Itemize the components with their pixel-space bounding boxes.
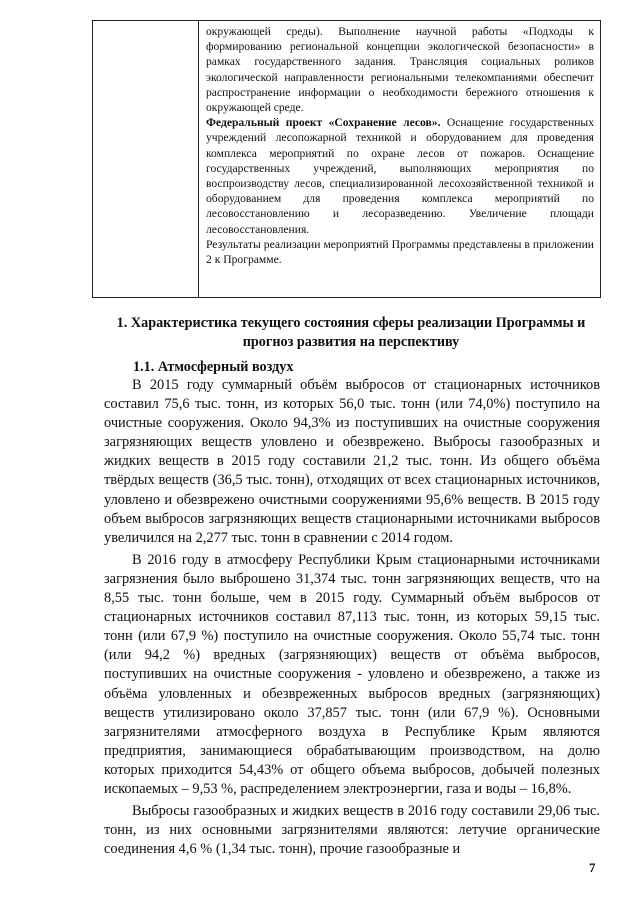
body-paragraph: В 2015 году суммарный объём выбросов от стационарных источников составил 75,6 тыс. тонн, из которых 56,0 тыс. тонн (или 74,0%) поступило на очистные сооружения. Около 94,3% из поступивших на очистные сооружения загрязняющих веществ уловлено и обезврежено. Выбросы газообразных и жидких веществ в 2015 году составили 21,2 тыс. тонн. Из общего объёма твёрдых веществ (36,5 тыс. тонн), отходящих от всех стационарных источников, уловлено и обезврежено очистными сооружениями 95,6% веществ. В 2015 году объем выбросов загрязняющих веществ стационарными источниками выбросов увеличился на 2,277 тыс. тонн в сравнении с 2014 годом. xyxy=(104,377,600,546)
table-paragraph-project xyxy=(206,115,594,237)
table xyxy=(92,20,601,298)
table-left-cell xyxy=(93,21,199,297)
subsection-heading: 1.1. Атмосферный воздух xyxy=(133,359,294,375)
page-number: 7 xyxy=(589,860,596,875)
project-label: Федеральный проект «Сохранение лесов». xyxy=(206,116,441,130)
body-text xyxy=(104,376,600,859)
project-text: Оснащение государственных учреждений лесопожарной техникой и оборудованием для проведения комплекса мероприятий по охране лесов от пожаров. Оснащение государственных учреждений, выполняющих мероприятия по воспроизводству лесов, специализированной лесохозяйственной техникой и оборудованием для проведения комплекса мероприятий по лесовосстановлению и лесоразведению. Увеличение площади лесовосстановления. xyxy=(206,116,594,236)
section-heading: 1. Характеристика текущего состояния сферы реализации Программы и прогноз развития на перспективу xyxy=(116,315,586,350)
body-paragraph: В 2016 году в атмосферу Республики Крым стационарными источниками загрязнения было выброшено 31,374 тыс. тонн загрязняющих веществ, что на 8,55 тыс. тонн больше, чем в 2015 году. Суммарный объём выбросов от стационарных источников составил 87,113 тыс. тонн, из которых 59,15 тыс. тонн (или 67,9 %) поступило на очистные сооружения. Около 55,74 тыс. тонн (или 94,2 %) вредных (загрязняющих) веществ от объёма выбросов, поступивших на очистные сооружения - уловлено и обезврежено, а также из объёма уловленных и обезвреженных выбросов вредных (загрязняющих) веществ утилизировано около 37,857 тыс. тонн (или 67,9 %). Основными загрязнителями атмосферного воздуха в Республике Крым являются предприятия, занимающиеся обрабатывающим производством, на долю которых приходится 54,43% от общего объема выбросов, добычей полезных ископаемых – 9,53 %, распределением электроэнергии, газа и воды – 16,8%. xyxy=(104,551,600,797)
table-paragraph: окружающей среды). Выполнение научной работы «Подходы к формированию региональной концепции экологической безопасности» в рамках государственного задания. Трансляция социальных роликов экологической направленности региональными телекомпаниями обеспечит распространение информации о необходимости бережного отношения к окружающей среде. xyxy=(206,25,594,115)
body-paragraph: Выбросы газообразных и жидких веществ в 2016 году составили 29,06 тыс. тонн, из них основными загрязнителями являются: летучие органические соединения 4,6 % (1,34 тыс. тонн), прочие газообразные и xyxy=(104,803,600,858)
table-paragraph: Результаты реализации мероприятий Программы представлены в приложении 2 к Программе. xyxy=(206,237,594,267)
table-right-cell xyxy=(199,21,600,297)
